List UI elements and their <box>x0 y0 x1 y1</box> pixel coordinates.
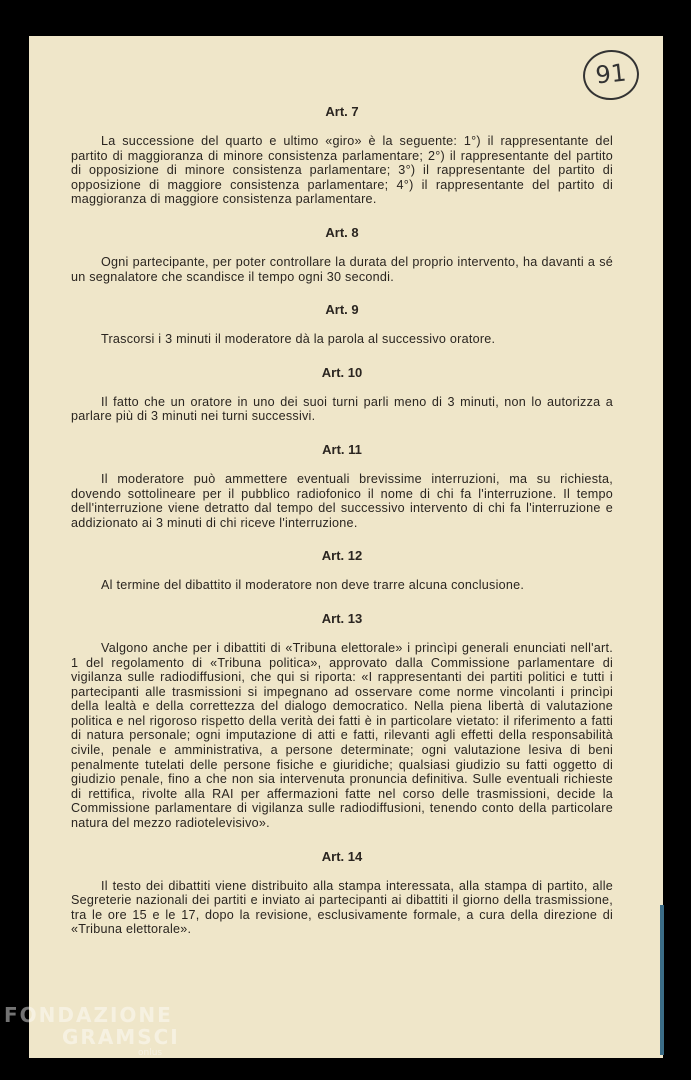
article-10 <box>71 365 613 424</box>
article-text: Trascorsi i 3 minuti il moderatore dà la parola al successivo oratore. <box>101 332 496 347</box>
article-text: La successione del quarto e ultimo «giro» è la seguente: 1°) il rappresentante del partito di maggioranza di minore consistenza parlamentare; 2°) il rappresentante del partito di opposizione di minore consistenza parlamentare; 3°) il rappresentante del partito di opposizione di maggiore consistenza parlamentare; 4°) il rappresentante del partito di maggioranza di maggiore consistenza parlamentare. <box>71 134 613 207</box>
article-text: Ogni partecipante, per poter controllare la durata del proprio intervento, ha davanti a sé un segnalatore che scandisce il tempo ogni 30 secondi. <box>71 254 613 284</box>
article-8 <box>71 225 613 284</box>
page-number-stamp: 91 <box>581 47 642 103</box>
article-text: Il fatto che un oratore in uno dei suoi turni parli meno di 3 minuti, non lo autorizza a parlare più di 3 minuti nei turni successivi. <box>71 394 613 424</box>
article-title: Art. 10 <box>321 364 363 380</box>
watermark-line-2: GRAMSCI <box>62 1025 180 1049</box>
article-text: Valgono anche per i dibattiti di «Tribuna elettorale» i princìpi generali enunciati nell'art. 1 del regolamento di «Tribuna politica», approvato dalla Commissione parlamentare di vigilanza sulle radiodiffusioni, che qui si riporta: «I rappresentanti dei partiti politici e tutti i partecipanti alle trasmissioni si impegnano ad osservare come norme vincolanti i princìpi della lealtà e della correttezza del dialogo democratico. Nella piena libertà di valutazione politica e nel rigoroso rispetto della verità dei fatti è in particolare vietato: il riferimento a fatti di natura personale; ogni imputazione di atti e fatti, rilevanti agli effetti della responsabilità civile, penale e amministrativa, a persone determinate; ogni valutazione lesiva di beni penalmente tutelati delle persone fisiche e giuridiche; qualsiasi giudizio su fatti oggetto di giudizio penale, fino a che non sia intervenuta pronuncia definitiva. Sulle eventuali richieste di rettifica, rivolte alla RAI per affermazioni fatte nel corso delle trasmissioni, decide la Commissione parlamentare di vigilanza sulle radiodiffusioni, tenendo conto della particolare natura del mezzo radiotelevisivo». <box>71 640 613 831</box>
article-14 <box>71 849 613 937</box>
article-text: Il moderatore può ammettere eventuali brevissime interruzioni, ma su richiesta, dovendo sottolineare per il pubblico radiofonico il nome di chi fa l'interruzione. Il tempo dell'interruzione viene detratto dal tempo del successivo intervento di chi fa l'interruzione e addizionato ai 3 minuti di chi riceve l'interruzione. <box>71 471 613 530</box>
watermark-line-1: FONDAZIONE <box>4 1003 173 1027</box>
article-title: Art. 11 <box>322 441 362 457</box>
page-edge-strip <box>660 905 664 1055</box>
article-text: Il testo dei dibattiti viene distribuito alla stampa interessata, alla stampa di partito, alle Segreterie nazionali dei partiti e inviato ai partecipanti ai dibattiti il giorno della trasmissione, tra le ore 15 e le 17, dopo la revisione, esclusivamente formale, a cura della direzione di «Tribuna elettorale». <box>71 878 613 937</box>
article-12 <box>71 548 613 593</box>
article-13 <box>71 611 613 831</box>
article-title: Art. 9 <box>325 302 359 318</box>
article-9 <box>71 302 613 347</box>
document-body <box>71 104 613 955</box>
article-title: Art. 7 <box>325 104 359 119</box>
watermark-line-3: onlus <box>138 1048 163 1058</box>
fondazione-gramsci-watermark <box>4 1004 180 1058</box>
article-7 <box>71 104 613 207</box>
article-title: Art. 8 <box>325 224 359 240</box>
article-title: Art. 14 <box>321 848 363 864</box>
article-title: Art. 13 <box>321 610 363 626</box>
article-text: Al termine del dibattito il moderatore non deve trarre alcuna conclusione. <box>101 578 525 593</box>
article-11 <box>71 442 613 530</box>
article-title: Art. 12 <box>321 548 363 564</box>
